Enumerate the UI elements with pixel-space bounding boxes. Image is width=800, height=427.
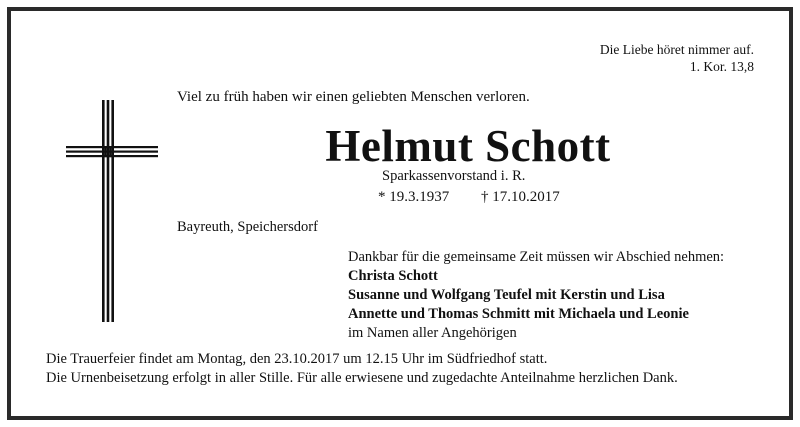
thanks-text: Die Urnenbeisetzung erfolgt in aller Stille. Für alle erwiesene und zugedachte Anteilnahme herzlichen Dank. bbox=[46, 370, 678, 386]
mourner-name: Susanne und Wolfgang Teufel mit Kerstin und Lisa bbox=[348, 287, 665, 303]
deceased-title: Sparkassenvorstand i. R. bbox=[382, 168, 526, 184]
deceased-name: Helmut Schott bbox=[325, 121, 611, 171]
mourner-name: Christa Schott bbox=[348, 268, 438, 284]
death-date: † 17.10.2017 bbox=[481, 189, 560, 205]
mourners-heading: Dankbar für die gemeinsame Zeit müssen wir Abschied nehmen: bbox=[348, 249, 725, 265]
mourners-closing: im Namen aller Angehörigen bbox=[348, 325, 517, 341]
place-of-residence: Bayreuth, Speichersdorf bbox=[177, 219, 318, 235]
mourners-block bbox=[348, 248, 724, 343]
verse-text: Die Liebe höret nimmer auf. bbox=[599, 42, 754, 57]
funeral-service-text: Die Trauerfeier findet am Montag, den 23.10.2017 um 12.15 Uhr im Südfriedhof statt. bbox=[46, 351, 548, 367]
birth-date: * 19.3.1937 bbox=[378, 189, 450, 205]
funeral-info bbox=[46, 350, 678, 388]
life-dates bbox=[378, 189, 560, 206]
verse-reference: 1. Kor. 13,8 bbox=[689, 59, 754, 74]
intro-text: Viel zu früh haben wir einen geliebten Menschen verloren. bbox=[177, 89, 530, 105]
bible-verse bbox=[600, 41, 754, 75]
mourner-name: Annette und Thomas Schmitt mit Michaela und Leonie bbox=[348, 306, 689, 322]
